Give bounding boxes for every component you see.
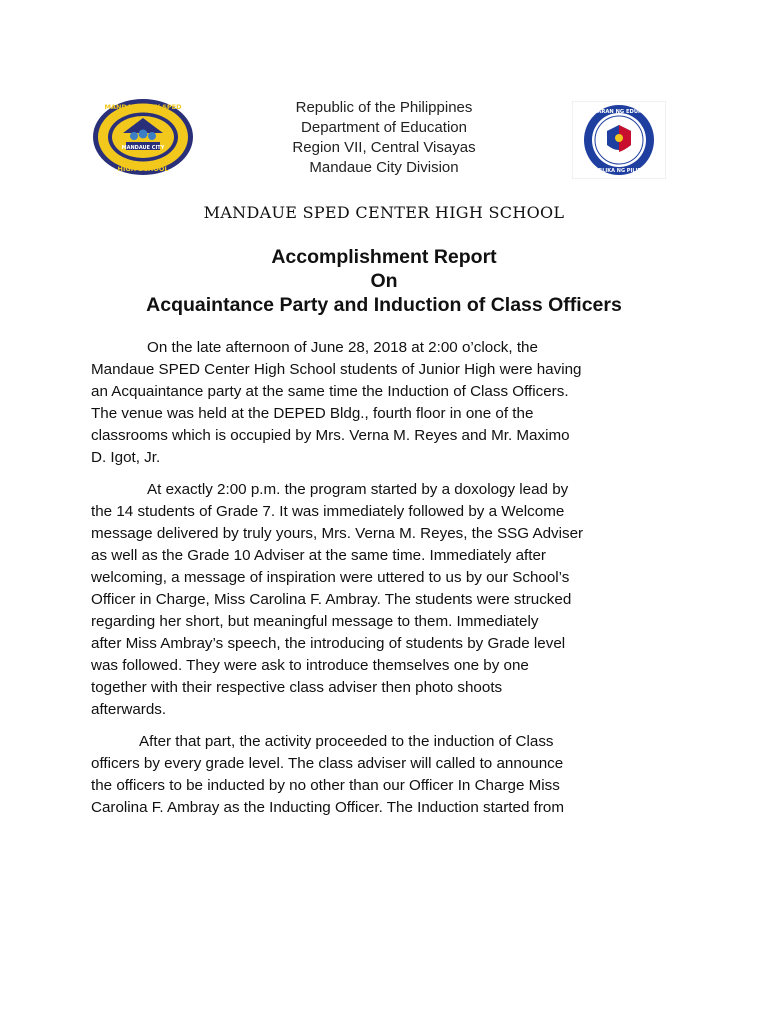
paragraph-1 (91, 337, 687, 468)
header-line-department: Department of Education (301, 119, 467, 136)
text-line: welcoming, a message of inspiration were uttered to us by our School’s (91, 569, 570, 587)
text-line: classrooms which is occupied by Mrs. Verna M. Reyes and Mr. Maximo (91, 426, 570, 444)
text-line: regarding her short, but meaningful message to them. Immediately (91, 612, 539, 630)
text-line: Officer in Charge, Miss Carolina F. Ambray. The students were strucked (91, 590, 572, 608)
seal-inner-text: MANDAUE CITY (121, 145, 165, 151)
deped-seal-bottom-text: REPUBLIKA NG PILIPINAS (583, 168, 655, 174)
text-line: On the late afternoon of June 28, 2018 at 2:00 o’clock, the (147, 339, 538, 356)
text-line: as well as the Grade 10 Adviser at the same time. Immediately after (91, 547, 546, 565)
title-line-3: Acquaintance Party and Induction of Class Officers (146, 294, 622, 316)
deped-seal-top-text: KAGAWARAN NG EDUKASYON (575, 109, 663, 115)
text-line: At exactly 2:00 p.m. the program started by a doxology lead by (147, 481, 569, 499)
text-line: an Acquaintance party at the same time the Induction of Class Officers. (91, 382, 569, 400)
text-line: the officers to be inducted by no other than our Officer In Charge Miss (91, 777, 560, 795)
text-line: D. Igot, Jr. (91, 448, 161, 466)
paragraph-3 (91, 731, 687, 819)
text-line: After that part, the activity proceeded to the induction of Class (139, 733, 554, 751)
text-line: afterwards. (91, 700, 167, 718)
report-title (0, 245, 768, 317)
title-line-2: On (370, 270, 398, 292)
text-line: after Miss Ambray’s speech, the introducing of students by Grade level (91, 634, 566, 652)
text-line: was followed. They were ask to introduce themselves one by one (91, 656, 529, 674)
paragraph-2 (91, 479, 687, 720)
text-line: Carolina F. Ambray as the Inducting Officer. The Induction started from (91, 799, 565, 817)
text-line: together with their respective class adviser then photo shoots (91, 678, 503, 696)
text-line: The venue was held at the DEPED Bldg., fourth floor in one of the (91, 404, 534, 422)
seal-bottom-text: HIGH SCHOOL (117, 165, 169, 173)
text-line: Mandaue SPED Center High School students of Junior High were having (91, 360, 582, 378)
header-line-division: Mandaue City Division (309, 159, 459, 176)
text-line: the 14 students of Grade 7. It was immediately followed by a Welcome (91, 503, 565, 521)
header-line-republic: Republic of the Philippines (295, 99, 473, 116)
title-line-1: Accomplishment Report (271, 246, 497, 268)
report-body (91, 337, 687, 830)
text-line: message delivered by truly yours, Mrs. Verna M. Reyes, the SSG Adviser (91, 525, 584, 543)
header-line-region: Region VII, Central Visayas (292, 139, 476, 156)
agency-header (0, 98, 768, 178)
text-line: officers by every grade level. The class adviser will called to announce (91, 755, 564, 773)
school-name: MANDAUE SPED CENTER HIGH SCHOOL (203, 203, 565, 222)
seal-top-text: MANDAUE CITY SPED (104, 103, 182, 111)
